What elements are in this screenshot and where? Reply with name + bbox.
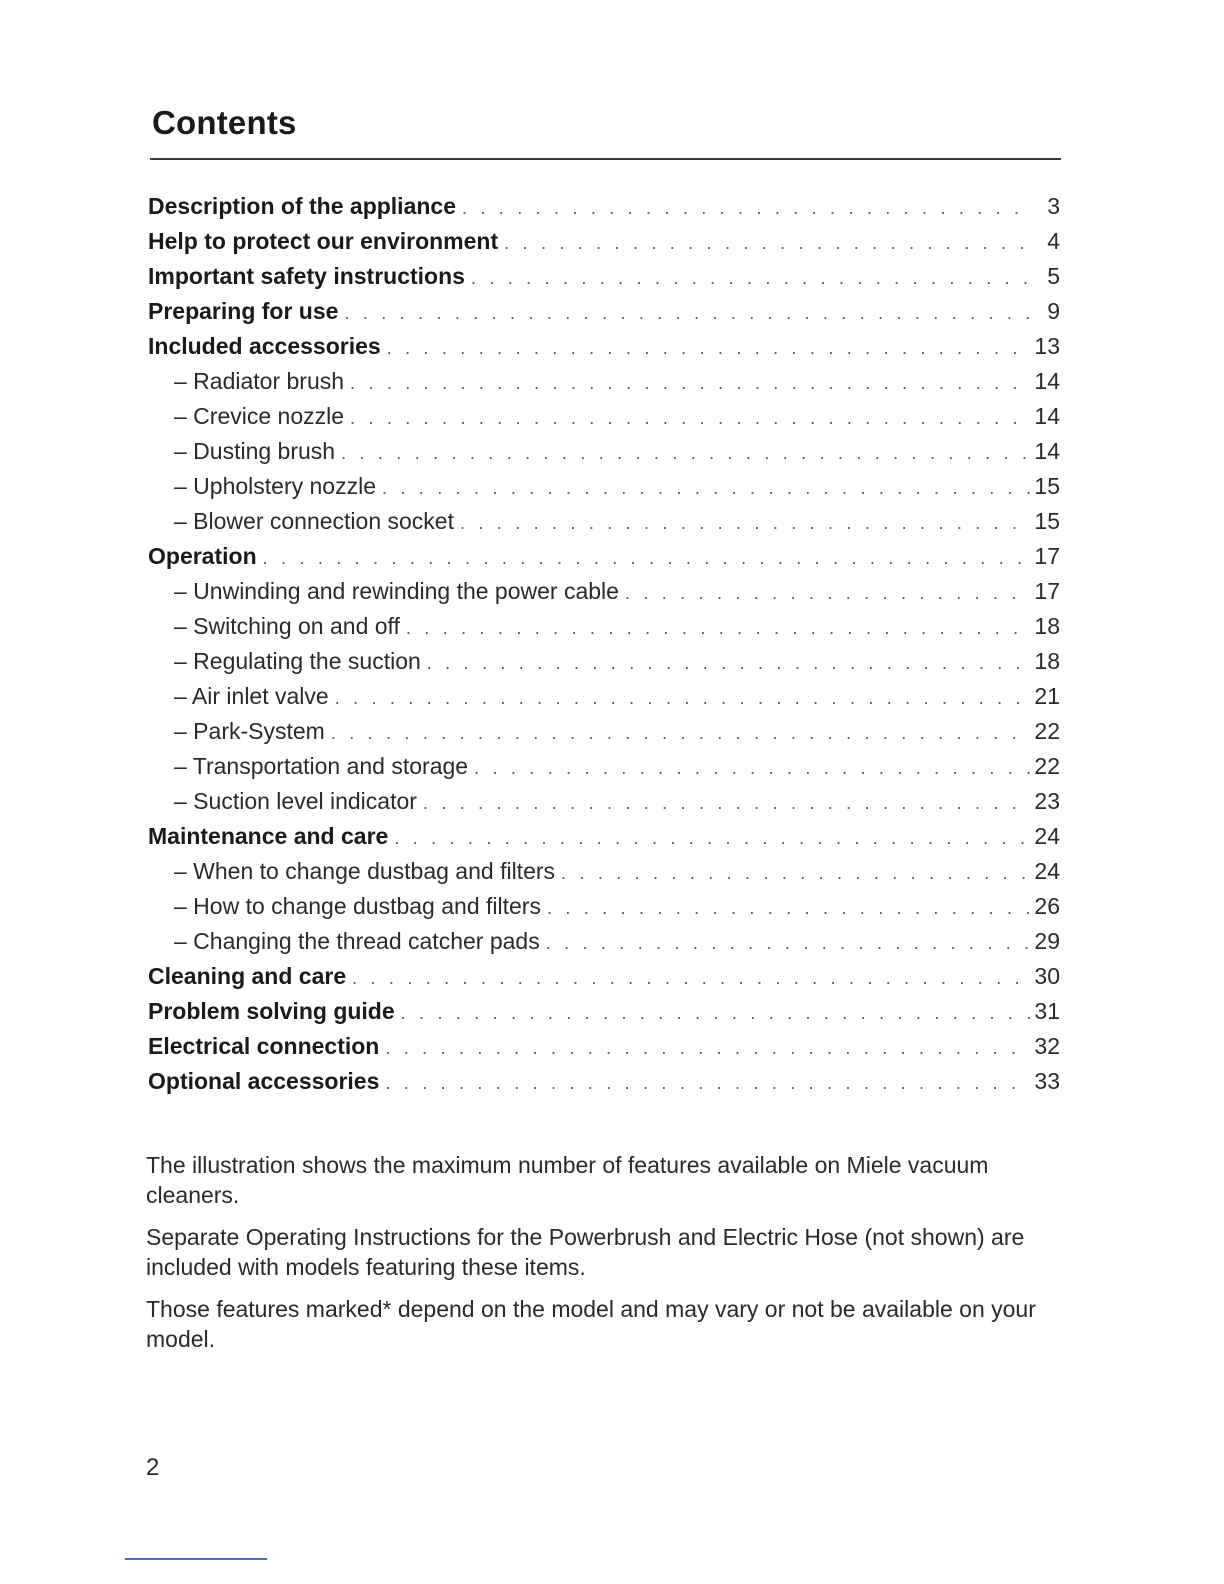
toc-entry-maintenance[interactable]: [148, 819, 1060, 854]
toc-entry-label: Help to protect our environment: [148, 228, 499, 254]
toc-entry-label: – Transportation and storage: [174, 753, 469, 779]
toc-entry-electrical[interactable]: [148, 1029, 1060, 1064]
toc-entry-label: – Upholstery nozzle: [174, 473, 376, 499]
toc-entry-label: Electrical connection: [148, 1033, 380, 1059]
toc-entry-label: Problem solving guide: [148, 998, 395, 1024]
toc-entry-label: – Unwinding and rewinding the power cable: [174, 578, 619, 604]
notes-section: [146, 1150, 1061, 1366]
toc-leader-dots: [471, 261, 1034, 296]
toc-entry-preparing[interactable]: [148, 294, 1060, 329]
toc-entry-label: – Blower connection socket: [174, 508, 454, 534]
toc-entry-safety[interactable]: [148, 259, 1060, 294]
toc-leader-dots: [474, 751, 1030, 786]
toc-subentry-thread-catcher[interactable]: [148, 924, 1060, 959]
toc-leader-dots: [385, 1066, 1030, 1101]
toc-entry-label: – How to change dustbag and filters: [174, 893, 541, 919]
toc-entry-label: – Switching on and off: [174, 613, 400, 639]
toc-entry-description[interactable]: [148, 189, 1060, 224]
toc-entry-operation[interactable]: [148, 539, 1060, 574]
toc-entry-label: – When to change dustbag and filters: [174, 858, 556, 884]
toc-entry-page: 24: [1034, 823, 1060, 849]
toc-subentry-radiator-brush[interactable]: [148, 364, 1060, 399]
toc-entry-problem-solving[interactable]: [148, 994, 1060, 1029]
toc-entry-page: 14: [1034, 438, 1060, 464]
toc-leader-dots: [625, 576, 1030, 611]
toc-entry-page: 22: [1034, 753, 1060, 779]
toc-entry-label: Included accessories: [148, 333, 381, 359]
toc-subentry-park-system[interactable]: [148, 714, 1060, 749]
toc-entry-page: 9: [1047, 298, 1060, 324]
toc-entry-label: Description of the appliance: [148, 193, 456, 219]
toc-entry-page: 5: [1047, 263, 1060, 289]
toc-entry-label: – Regulating the suction: [174, 648, 421, 674]
toc-entry-label: Cleaning and care: [148, 963, 347, 989]
toc-entry-page: 3: [1047, 193, 1060, 219]
toc-leader-dots: [394, 821, 1030, 856]
toc-subentry-dusting-brush[interactable]: [148, 434, 1060, 469]
toc-leader-dots: [504, 226, 1034, 261]
toc-entry-label: – Dusting brush: [174, 438, 336, 464]
toc-leader-dots: [423, 786, 1030, 821]
toc-subentry-blower-socket[interactable]: [148, 504, 1060, 539]
toc-subentry-air-inlet-valve[interactable]: [148, 679, 1060, 714]
toc-entry-page: 15: [1034, 508, 1060, 534]
toc-entry-page: 4: [1047, 228, 1060, 254]
toc-entry-label: Preparing for use: [148, 298, 339, 324]
toc-entry-page: 26: [1034, 893, 1060, 919]
toc-leader-dots: [561, 856, 1030, 891]
note-paragraph: Separate Operating Instructions for the Powerbrush and Electric Hose (not shown) are included with models featuring these items.: [146, 1224, 1025, 1280]
toc-subentry-when-to-change[interactable]: [148, 854, 1060, 889]
toc-leader-dots: [462, 191, 1034, 226]
toc-entry-label: – Air inlet valve: [174, 683, 329, 709]
toc-entry-label: Maintenance and care: [148, 823, 389, 849]
toc-leader-dots: [546, 926, 1031, 961]
title-divider: [150, 158, 1061, 160]
toc-entry-page: 31: [1034, 998, 1060, 1024]
toc-entry-page: 13: [1034, 333, 1060, 359]
toc-entry-optional-accessories[interactable]: [148, 1064, 1060, 1099]
page-title: Contents: [152, 104, 297, 141]
toc-entry-page: 14: [1034, 403, 1060, 429]
toc-entry-label: – Suction level indicator: [174, 788, 417, 814]
toc-leader-dots: [401, 996, 1031, 1031]
toc-entry-environment[interactable]: [148, 224, 1060, 259]
toc-entry-page: 15: [1034, 473, 1060, 499]
toc-entry-label: – Crevice nozzle: [174, 403, 345, 429]
note-paragraph: The illustration shows the maximum number of features available on Miele vacuum cleaners.: [146, 1152, 989, 1208]
toc-entry-label: Operation: [148, 543, 257, 569]
toc-entry-page: 23: [1034, 788, 1060, 814]
toc-leader-dots: [382, 471, 1030, 506]
toc-entry-label: – Park-System: [174, 718, 325, 744]
toc-subentry-how-to-change[interactable]: [148, 889, 1060, 924]
toc-entry-page: 18: [1034, 613, 1060, 639]
toc-entry-page: 29: [1034, 928, 1060, 954]
toc-entry-label: Optional accessories: [148, 1068, 380, 1094]
toc-leader-dots: [385, 1031, 1030, 1066]
toc-leader-dots: [460, 506, 1030, 541]
table-of-contents: [148, 189, 1060, 1099]
toc-entry-included-accessories[interactable]: [148, 329, 1060, 364]
toc-entry-label: – Changing the thread catcher pads: [174, 928, 540, 954]
toc-leader-dots: [387, 331, 1031, 366]
page-number: 2: [146, 1454, 160, 1481]
toc-entry-label: – Radiator brush: [174, 368, 345, 394]
toc-entry-page: 33: [1034, 1068, 1060, 1094]
toc-entry-page: 21: [1034, 683, 1060, 709]
toc-entry-page: 17: [1034, 578, 1060, 604]
toc-subentry-power-cable[interactable]: [148, 574, 1060, 609]
toc-leader-dots: [344, 296, 1034, 331]
toc-leader-dots: [331, 716, 1031, 751]
toc-leader-dots: [341, 436, 1030, 471]
toc-leader-dots: [350, 401, 1030, 436]
note-paragraph: Those features marked* depend on the model and may vary or not be available on your model.: [146, 1296, 1036, 1352]
toc-entry-page: 32: [1034, 1033, 1060, 1059]
toc-entry-page: 17: [1034, 543, 1060, 569]
toc-subentry-upholstery-nozzle[interactable]: [148, 469, 1060, 504]
toc-leader-dots: [352, 961, 1030, 996]
toc-leader-dots: [335, 681, 1031, 716]
bottom-divider: [125, 1558, 267, 1560]
toc-entry-page: 14: [1034, 368, 1060, 394]
toc-entry-label: Important safety instructions: [148, 263, 465, 289]
toc-subentry-transportation[interactable]: [148, 749, 1060, 784]
toc-subentry-crevice-nozzle[interactable]: [148, 399, 1060, 434]
toc-entry-page: 22: [1034, 718, 1060, 744]
toc-entry-page: 24: [1034, 858, 1060, 884]
toc-entry-cleaning[interactable]: [148, 959, 1060, 994]
toc-leader-dots: [427, 646, 1031, 681]
toc-subentry-suction-indicator[interactable]: [148, 784, 1060, 819]
toc-leader-dots: [406, 611, 1031, 646]
toc-entry-page: 30: [1034, 963, 1060, 989]
toc-leader-dots: [350, 366, 1030, 401]
toc-subentry-regulating-suction[interactable]: [148, 644, 1060, 679]
toc-entry-page: 18: [1034, 648, 1060, 674]
toc-leader-dots: [547, 891, 1030, 926]
toc-subentry-switching[interactable]: [148, 609, 1060, 644]
toc-leader-dots: [263, 541, 1031, 576]
